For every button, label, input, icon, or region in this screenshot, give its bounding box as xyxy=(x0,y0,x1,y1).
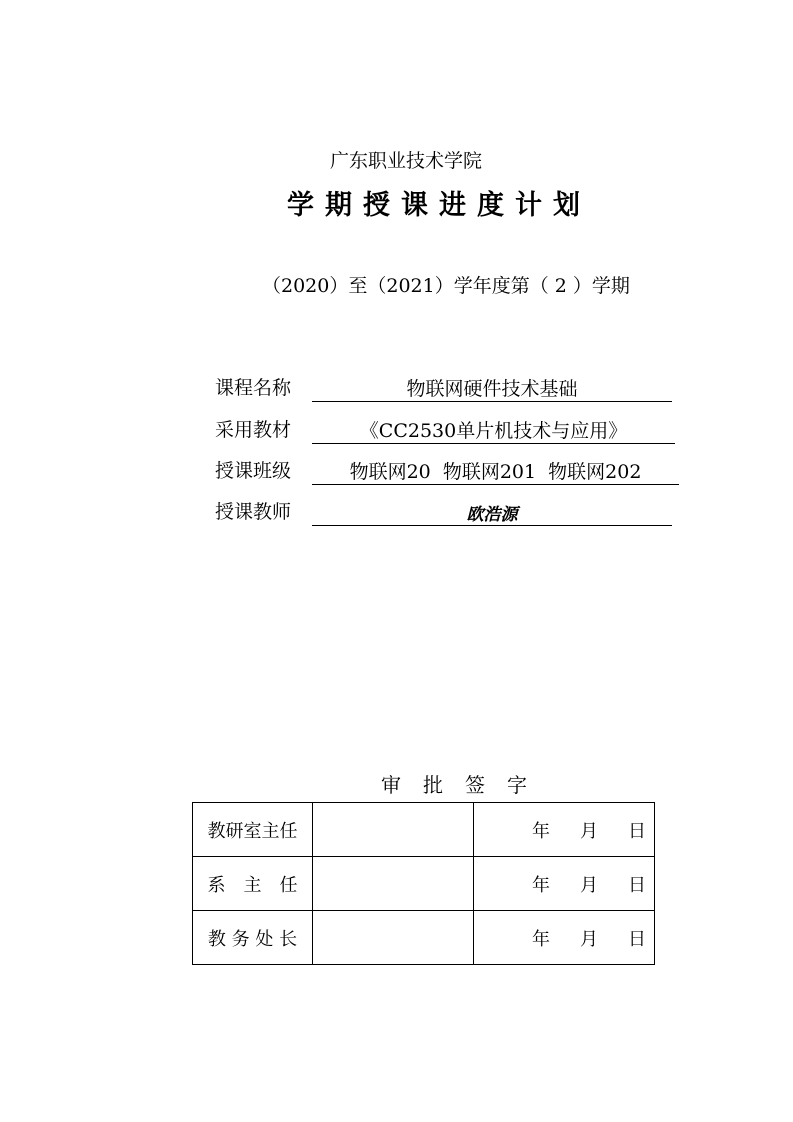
approval-title xyxy=(381,769,549,798)
classes-label: 授课班级 xyxy=(215,460,292,482)
date-cell[interactable] xyxy=(474,911,655,965)
title-char: 期 xyxy=(325,190,352,221)
approval-title-char: 批 xyxy=(423,773,443,797)
course-name-row xyxy=(215,373,675,405)
approval-title-char: 审 xyxy=(381,773,401,797)
teacher-row xyxy=(215,497,675,529)
title-char: 进 xyxy=(439,190,466,221)
day-label: 日 xyxy=(628,874,646,896)
approver-role: 系 主 任 xyxy=(193,857,313,911)
signature-cell[interactable] xyxy=(313,803,474,857)
year-label: 年 xyxy=(532,928,550,950)
title-char: 计 xyxy=(515,190,542,221)
table-row xyxy=(193,857,655,911)
teacher-underline xyxy=(312,525,672,526)
title-char: 课 xyxy=(401,190,428,221)
signature-cell[interactable] xyxy=(313,911,474,965)
day-label: 日 xyxy=(628,928,646,950)
page-title xyxy=(287,183,591,222)
title-char: 学 xyxy=(287,190,314,221)
title-char: 划 xyxy=(553,190,580,221)
month-label: 月 xyxy=(580,820,598,842)
approval-table xyxy=(192,802,655,965)
month-label: 月 xyxy=(580,928,598,950)
date-cell[interactable] xyxy=(474,857,655,911)
title-char: 度 xyxy=(477,190,504,221)
teacher-label: 授课教师 xyxy=(215,501,292,523)
academic-term: （2020）至（2021）学年度第（ 2 ）学期 xyxy=(262,275,630,297)
approval-title-char: 字 xyxy=(507,773,527,797)
table-row xyxy=(193,803,655,857)
textbook-label: 采用教材 xyxy=(215,419,292,441)
title-char: 授 xyxy=(363,190,390,221)
day-label: 日 xyxy=(628,820,646,842)
approver-role: 教 务 处 长 xyxy=(193,911,313,965)
course-name-value: 物联网硬件技术基础 xyxy=(406,378,578,400)
school-name: 广东职业技术学院 xyxy=(330,150,483,172)
approval-title-char: 签 xyxy=(465,773,485,797)
classes-row xyxy=(215,456,683,488)
signature-cell[interactable] xyxy=(313,857,474,911)
course-name-label: 课程名称 xyxy=(215,377,292,399)
approver-role: 教研室主任 xyxy=(193,803,313,857)
textbook-row xyxy=(215,415,680,447)
course-name-underline xyxy=(312,401,672,402)
classes-underline xyxy=(312,484,679,485)
table-row xyxy=(193,911,655,965)
year-label: 年 xyxy=(532,874,550,896)
textbook-underline xyxy=(312,443,675,444)
teacher-value: 欧浩源 xyxy=(466,505,518,525)
month-label: 月 xyxy=(580,874,598,896)
year-label: 年 xyxy=(532,820,550,842)
date-cell[interactable] xyxy=(474,803,655,857)
textbook-value: 《CC2530单片机技术与应用》 xyxy=(359,420,628,442)
classes-value: 物联网20 物联网201 物联网202 xyxy=(349,461,642,483)
